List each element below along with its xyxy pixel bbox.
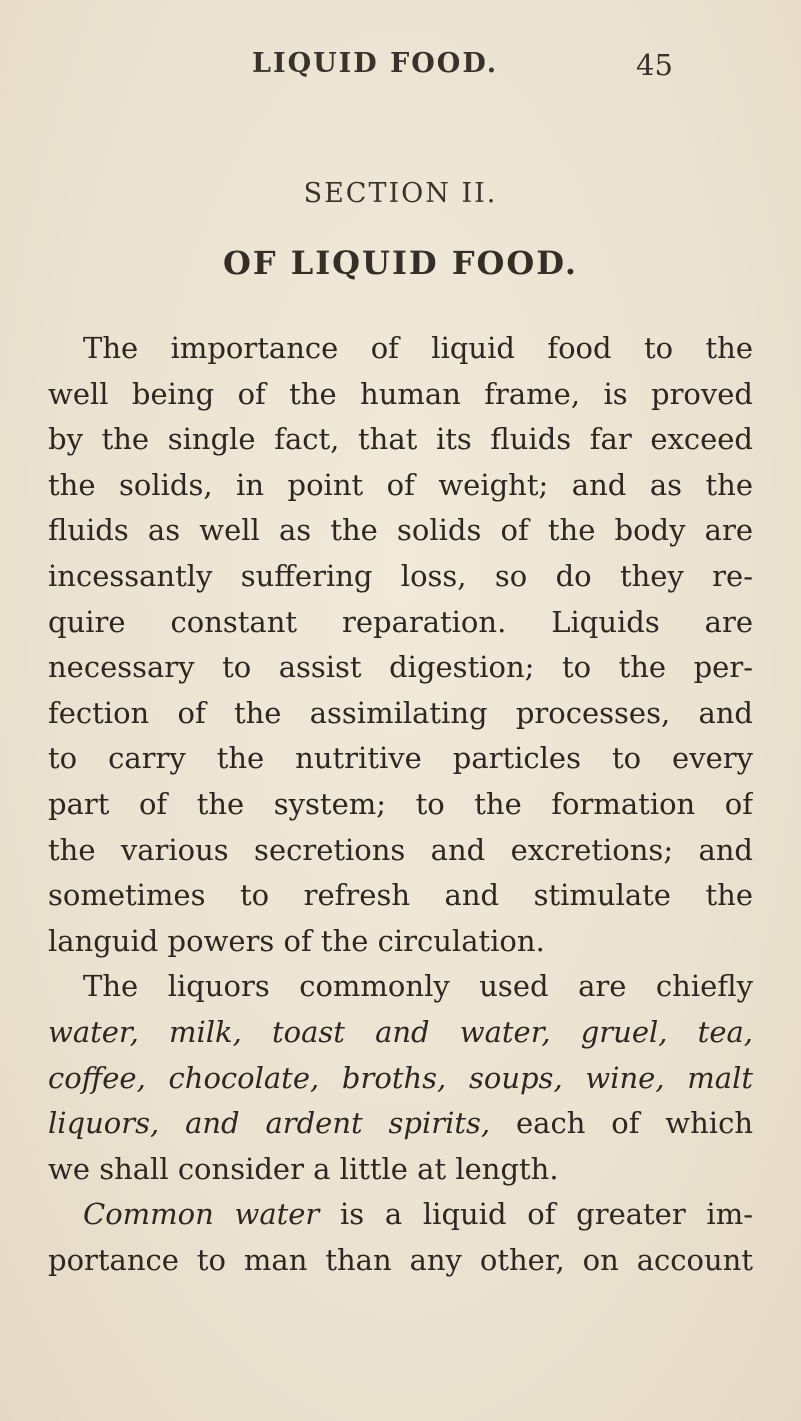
text-segment: is a liquid of greater im-: [340, 1197, 753, 1232]
text-line: to carry the nutritive particles to every: [48, 741, 753, 776]
text-line: well being of the human frame, is proved: [48, 376, 753, 411]
text-line: incessantly suffering loss, so do they re-: [48, 558, 753, 593]
text-segment: each of which: [516, 1106, 753, 1141]
section-number: SECTION II.: [303, 178, 498, 209]
body-text: [48, 326, 753, 1283]
text-line: water, milk, toast and water, gruel, tea,: [48, 1014, 753, 1049]
text-line: languid powers of the circulation.: [48, 923, 545, 958]
text-line: The importance of liquid food to the: [83, 331, 753, 365]
text-line: the solids, in point of weight; and as the: [48, 467, 753, 502]
text-segment-italic: Common water: [83, 1197, 320, 1232]
text-line: coffee, chocolate, broths, soups, wine, malt: [48, 1060, 753, 1095]
text-line: the various secretions and excretions; and: [48, 832, 753, 867]
text-line: fluids as well as the solids of the body are: [48, 513, 753, 548]
text-line: by the single fact, that its fluids far exceed: [48, 422, 753, 457]
running-head: [0, 48, 801, 88]
text-line: quire constant reparation. Liquids are: [48, 604, 753, 639]
text-line: [48, 1101, 753, 1147]
page-number: 45: [636, 48, 673, 82]
text-segment-italic: liquors, and ardent spirits,: [48, 1106, 491, 1141]
text-line: sometimes to refresh and stimulate the: [48, 878, 753, 913]
section-title: OF LIQUID FOOD.: [222, 244, 579, 282]
text-line: [48, 1192, 753, 1238]
text-line: necessary to assist digestion; to the per-: [48, 650, 753, 685]
text-line: portance to man than any other, on account: [48, 1242, 753, 1277]
running-title: LIQUID FOOD.: [252, 48, 499, 79]
text-line: fection of the assimilating processes, and: [48, 695, 753, 730]
text-line: part of the system; to the formation of: [48, 786, 753, 821]
text-line: The liquors commonly used are chiefly: [83, 969, 753, 1004]
text-line: we shall consider a little at length.: [48, 1151, 559, 1186]
